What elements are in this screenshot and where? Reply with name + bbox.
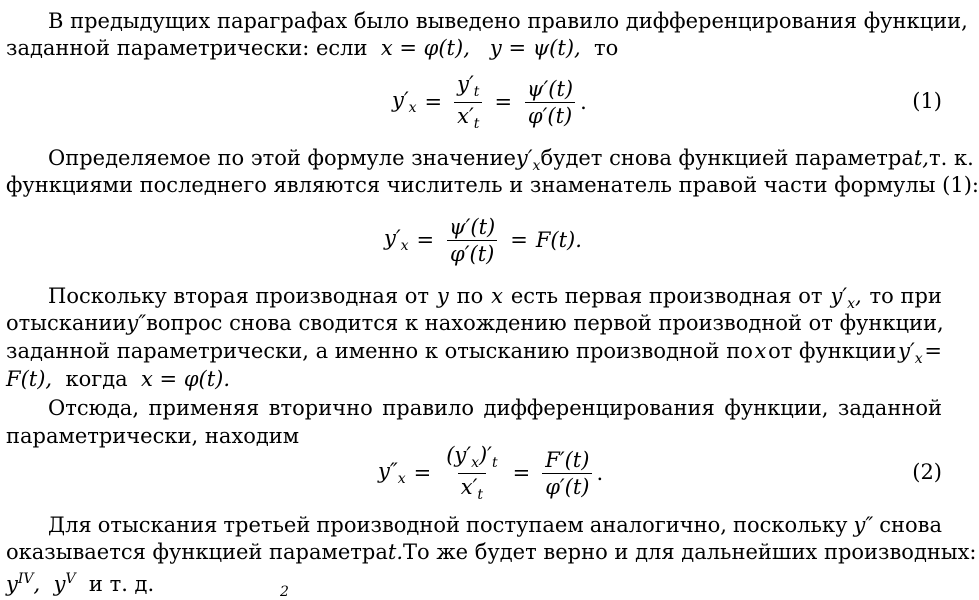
- eq1-frac1: $\frac{y'_t}{x'_t}$: [454, 72, 482, 131]
- word: поскольку: [733, 513, 848, 537]
- eq1-number: (1): [912, 89, 942, 113]
- word: заданной: [837, 396, 942, 420]
- word: функции,: [724, 396, 829, 420]
- cut-glyph: 2: [280, 584, 289, 600]
- p3-line3: заданной параметрически, а именно к отысканию производной по x от функции $y'_x$ =: [6, 339, 942, 368]
- word: снова: [879, 513, 942, 537]
- equation-F: $y'_x$ = $\frac{\psi'(t)}{\varphi'(t)}$ = F(t).: [384, 214, 582, 266]
- p1-math-y: y = ψ(t),: [489, 36, 581, 60]
- word: вторично: [268, 396, 373, 420]
- word: третьей: [223, 513, 311, 537]
- word: аналогично,: [589, 513, 727, 537]
- eq1-frac2: $\frac{\psi'(t)}{\varphi'(t)}$: [524, 77, 576, 128]
- p1-line2-text: заданной параметрически: если: [6, 36, 368, 60]
- p4-line2: параметрически, находим: [6, 424, 300, 448]
- p3-line4: F(t), когда x = φ(t).: [6, 367, 231, 391]
- word: производной: [316, 513, 460, 537]
- p1-line2-tail: то: [594, 36, 619, 60]
- p3-line2: отыскании y″ вопрос снова сводится к нахождению первой производной от функции,: [6, 311, 944, 335]
- eq2-number: (2): [912, 460, 942, 484]
- equation-2: $y''_x$ = $\frac{(y'_x)'_t}{x'_t}$ = $\frac{F'(t)}{\varphi'(t)}$ .: [378, 443, 604, 503]
- p3-line1: Поскольку вторая производная от y по x есть первая производная от $y'_x$, то при: [48, 284, 942, 313]
- word: y″: [853, 513, 874, 537]
- p1-line1-text: В предыдущих параграфах было выведено правило дифференцирования функции,: [48, 9, 968, 33]
- eq1-lhs: $y'_x$: [392, 87, 417, 117]
- p1-line2: [6, 35, 942, 61]
- word: дифференцирования: [483, 396, 715, 420]
- p1-math-x: x = φ(t),: [380, 36, 470, 60]
- word: правило: [382, 396, 475, 420]
- p5-line2: оказывается функцией параметра t. То же будет верно и для дальнейших производных:: [6, 540, 977, 564]
- p2-line2: функциями последнего являются числитель и знаменатель правой части формулы (1):: [6, 173, 979, 197]
- word: Для: [48, 513, 92, 537]
- p2-line1: Определяемое по этой формуле значение $y'_x$ будет снова функцией параметра t, т. к.: [48, 146, 974, 175]
- word: отыскания: [97, 513, 218, 537]
- word: Отсюда,: [48, 396, 140, 420]
- p5-line1: [48, 512, 942, 538]
- word: применяя: [148, 396, 260, 420]
- word: поступаем: [466, 513, 584, 537]
- p1-line1: [48, 8, 968, 34]
- p5-line3: $y^{IV}$, $y^V$ и т. д.: [6, 571, 155, 596]
- p4-line1: [48, 395, 942, 421]
- equation-1: $y'_x$ = $\frac{y'_t}{x'_t}$ = $\frac{\psi'(t)}{\varphi'(t)}$ .: [392, 72, 587, 132]
